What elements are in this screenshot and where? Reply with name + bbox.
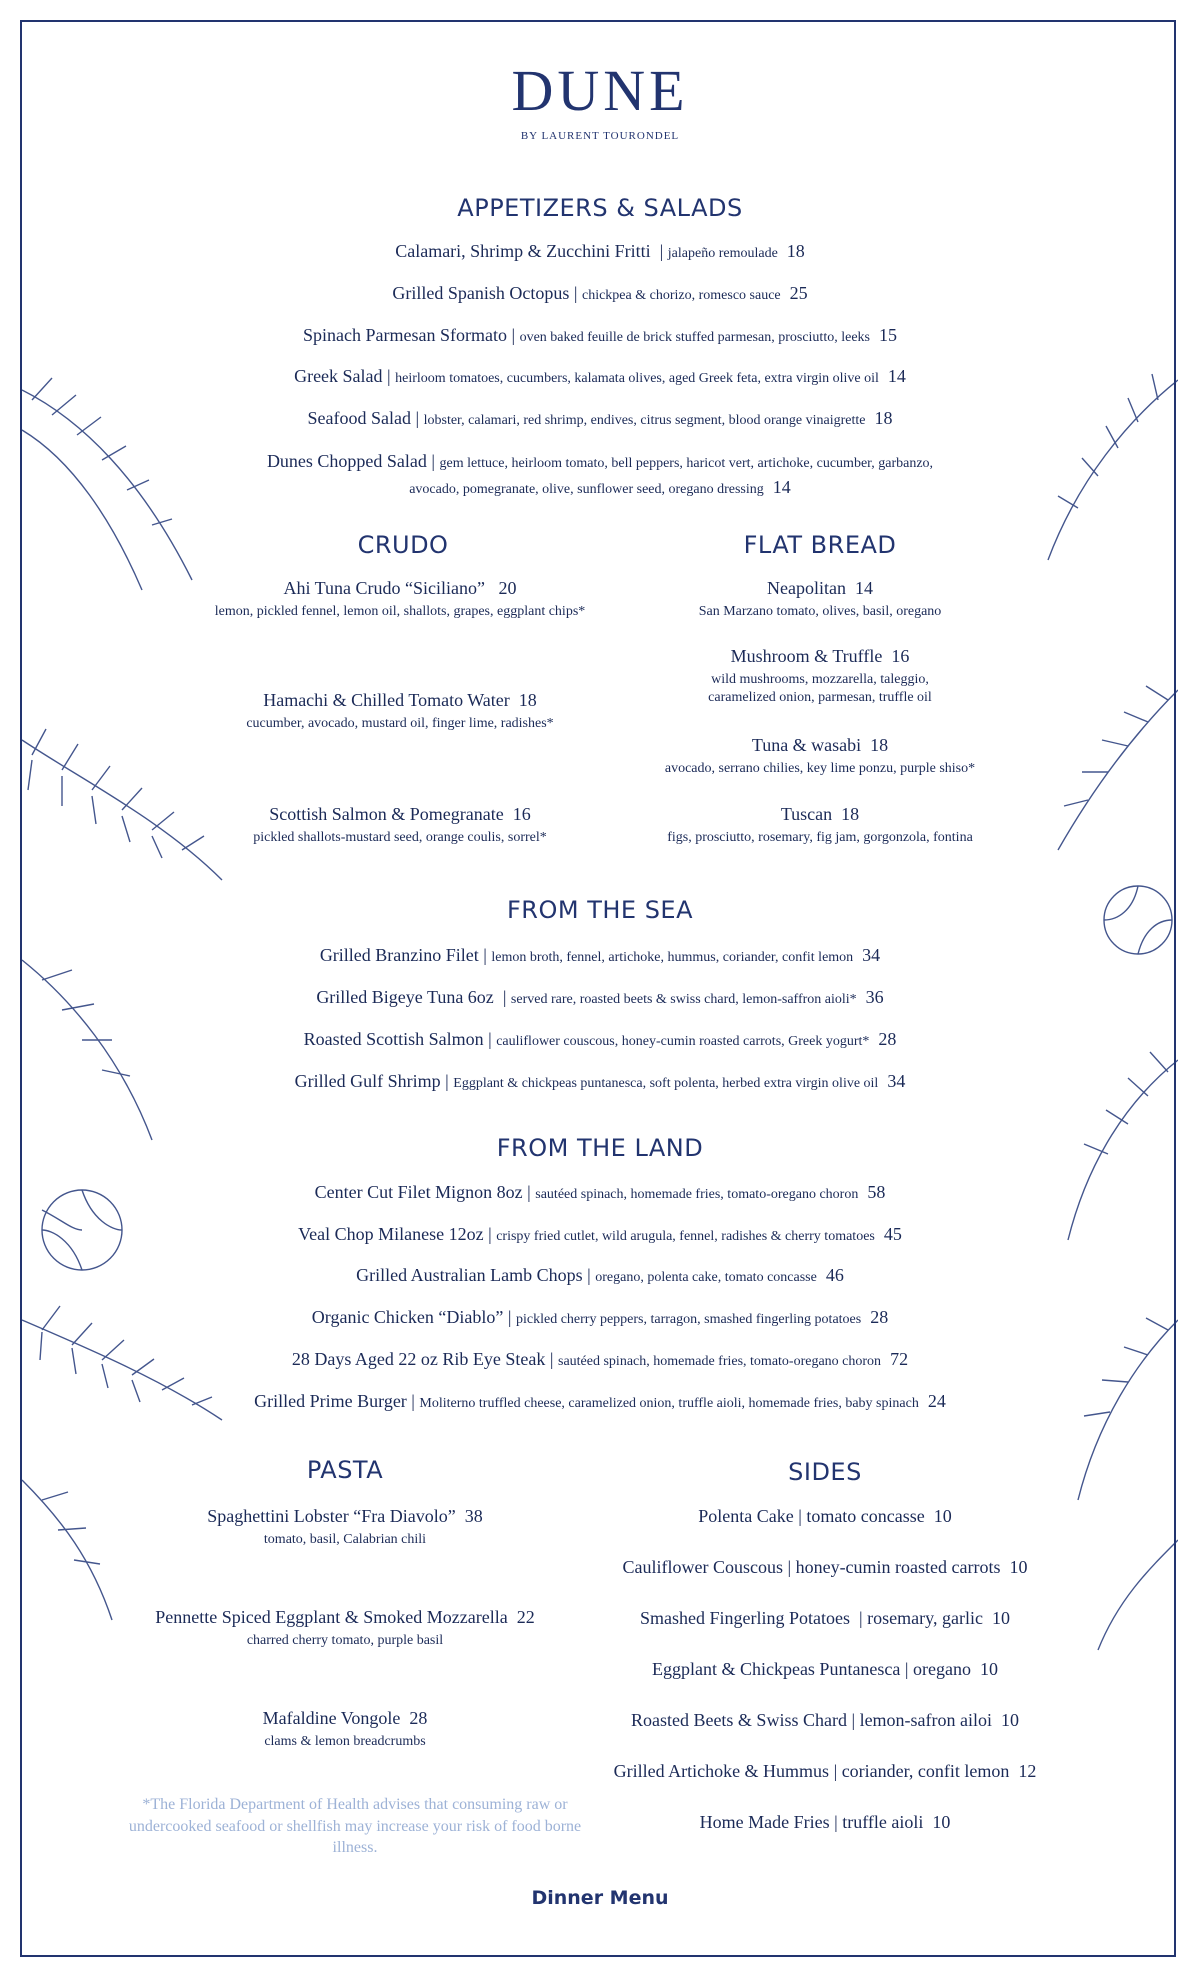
item-description: honey-cumin roasted carrots bbox=[795, 1557, 1001, 1577]
menu-footer-title: Dinner Menu bbox=[531, 1887, 669, 1909]
item-description: Moliterno truffled cheese, caramelized onion, truffle aioli, homemade fries, baby spinach bbox=[419, 1396, 919, 1411]
item-description: tomato, basil, Calabrian chili bbox=[263, 1532, 427, 1547]
item-price: 18 bbox=[786, 241, 805, 261]
crudo-item bbox=[170, 578, 630, 621]
pasta-title: PASTA bbox=[306, 1456, 384, 1484]
item-name: Eggplant & Chickpeas Puntanesca bbox=[651, 1659, 901, 1679]
flatbread-item bbox=[630, 804, 1010, 847]
flatbread-item bbox=[630, 646, 1010, 707]
crudo-item bbox=[170, 690, 630, 733]
item-price: 72 bbox=[890, 1349, 909, 1369]
item-name: Grilled Spanish Octopus bbox=[392, 283, 570, 303]
item-name: Neapolitan bbox=[767, 578, 846, 598]
item-name: Polenta Cake bbox=[698, 1506, 794, 1526]
item-name: Calamari, Shrimp & Zucchini Fritti bbox=[395, 241, 651, 261]
side-item: Grilled Artichoke & Hummus | coriander, confit lemon 12 bbox=[613, 1761, 1037, 1781]
appetizer-item: Spinach Parmesan Sformato | oven baked feuille de brick stuffed parmesan, prosciutto, leeks 15 bbox=[303, 325, 897, 345]
item-price: 22 bbox=[516, 1607, 535, 1627]
item-description: avocado, serrano chilies, key lime ponzu, purple shiso* bbox=[664, 761, 976, 776]
item-price: 38 bbox=[464, 1506, 483, 1526]
item-description: cauliflower couscous, honey-cumin roasted carrots, Greek yogurt* bbox=[496, 1034, 870, 1049]
item-price: 24 bbox=[927, 1391, 946, 1411]
item-description: coriander, confit lemon bbox=[841, 1761, 1010, 1781]
item-description: San Marzano tomato, olives, basil, oregano bbox=[698, 604, 942, 619]
item-description: pickled cherry peppers, tarragon, smashed fingerling potatoes bbox=[516, 1312, 862, 1327]
item-name: Grilled Gulf Shrimp bbox=[294, 1071, 441, 1091]
item-price: 10 bbox=[991, 1608, 1010, 1628]
item-name: Grilled Prime Burger bbox=[254, 1391, 407, 1411]
appetizer-item: Grilled Spanish Octopus | chickpea & chorizo, romesco sauce 25 bbox=[392, 283, 808, 303]
item-price: 16 bbox=[512, 804, 531, 824]
item-description: sautéed spinach, homemade fries, tomato-oregano choron bbox=[535, 1187, 859, 1202]
item-description: figs, prosciutto, rosemary, fig jam, gorgonzola, fontina bbox=[667, 830, 973, 845]
item-name: Mushroom & Truffle bbox=[730, 646, 883, 666]
item-name: Spaghettini Lobster “Fra Diavolo” bbox=[207, 1506, 456, 1526]
item-name: Veal Chop Milanese 12oz bbox=[298, 1224, 484, 1244]
appetizer-item: Calamari, Shrimp & Zucchini Fritti | jalapeño remoulade 18 bbox=[395, 241, 805, 261]
pasta-item bbox=[120, 1607, 570, 1650]
item-description: lemon broth, fennel, artichoke, hummus, coriander, confit lemon bbox=[491, 950, 854, 965]
item-price: 18 bbox=[874, 408, 893, 428]
item-description: Eggplant & chickpeas puntanesca, soft polenta, herbed extra virgin olive oil bbox=[453, 1076, 879, 1091]
item-name: Pennette Spiced Eggplant & Smoked Mozzarella bbox=[155, 1607, 508, 1627]
item-name: Seafood Salad bbox=[307, 408, 411, 428]
land-item: Grilled Australian Lamb Chops | oregano, polenta cake, tomato concasse 46 bbox=[356, 1265, 844, 1285]
item-price: 10 bbox=[980, 1659, 999, 1679]
item-name: Grilled Bigeye Tuna 6oz bbox=[316, 987, 494, 1007]
brand-name: DUNE bbox=[511, 58, 689, 123]
item-description: tomato concasse bbox=[806, 1506, 925, 1526]
item-description: charred cherry tomato, purple basil bbox=[246, 1633, 444, 1648]
item-description: gem lettuce, heirloom tomato, bell peppers, haricot vert, artichoke, cucumber, garbanzo, bbox=[439, 456, 934, 471]
item-price: 36 bbox=[865, 987, 884, 1007]
sea-item: Grilled Bigeye Tuna 6oz | served rare, roasted beets & swiss chard, lemon-saffron aioli* 36 bbox=[316, 987, 884, 1007]
item-price: 28 bbox=[878, 1029, 897, 1049]
item-name: Mafaldine Vongole bbox=[262, 1708, 401, 1728]
appetizer-item: Greek Salad | heirloom tomatoes, cucumbers, kalamata olives, aged Greek feta, extra virgin olive oil 14 bbox=[294, 366, 906, 386]
item-price: 18 bbox=[518, 690, 537, 710]
flatbread-item bbox=[630, 578, 1010, 621]
item-description-line-2: caramelized onion, parmesan, truffle oil bbox=[708, 690, 932, 706]
item-name: Ahi Tuna Crudo “Siciliano” bbox=[283, 578, 485, 598]
item-description: chickpea & chorizo, romesco sauce bbox=[581, 288, 781, 303]
sides-title: SIDES bbox=[788, 1458, 862, 1486]
appetizer-item: Seafood Salad | lobster, calamari, red shrimp, endives, citrus segment, blood orange vinaigrette 18 bbox=[307, 408, 893, 428]
item-description: rosemary, garlic bbox=[867, 1608, 983, 1628]
item-price: 16 bbox=[891, 646, 910, 666]
item-name: Tuna & wasabi bbox=[751, 735, 862, 755]
land-item: Center Cut Filet Mignon 8oz | sautéed spinach, homemade fries, tomato-oregano choron 58 bbox=[314, 1182, 886, 1202]
land-item: Organic Chicken “Diablo” | pickled cherry peppers, tarragon, smashed fingerling potatoes 28 bbox=[311, 1307, 889, 1327]
side-item: Polenta Cake | tomato concasse 10 bbox=[698, 1506, 952, 1526]
item-price: 14 bbox=[887, 366, 906, 386]
item-name: Center Cut Filet Mignon 8oz bbox=[314, 1182, 523, 1202]
land-item: 28 Days Aged 22 oz Rib Eye Steak | sautéed spinach, homemade fries, tomato-oregano choron 72 bbox=[291, 1349, 909, 1369]
restaurant-logo bbox=[0, 58, 1200, 142]
item-name: Cauliflower Couscous bbox=[622, 1557, 783, 1577]
side-item: Cauliflower Couscous | honey-cumin roasted carrots 10 bbox=[622, 1557, 1028, 1577]
item-price: 18 bbox=[870, 735, 889, 755]
health-notice: *The Florida Department of Health advises that consuming raw or undercooked seafood or shellfish may increase your risk of food borne illness. bbox=[128, 1796, 582, 1857]
item-price: 10 bbox=[933, 1506, 952, 1526]
item-description: lemon-safron ailoi bbox=[859, 1710, 993, 1730]
item-name: Roasted Beets & Swiss Chard bbox=[630, 1710, 847, 1730]
flatbread-title: FLAT BREAD bbox=[743, 531, 897, 559]
sea-item: Grilled Gulf Shrimp | Eggplant & chickpeas puntanesca, soft polenta, herbed extra virgin olive oil 34 bbox=[294, 1071, 906, 1091]
item-price: 18 bbox=[841, 804, 860, 824]
appetizers-title: APPETIZERS & SALADS bbox=[457, 194, 743, 222]
brand-subtitle: BY LAURENT TOURONDEL bbox=[520, 130, 680, 142]
item-price: 10 bbox=[1001, 1710, 1020, 1730]
item-description: clams & lemon breadcrumbs bbox=[264, 1734, 426, 1749]
item-price: 15 bbox=[878, 325, 897, 345]
item-name: Hamachi & Chilled Tomato Water bbox=[263, 690, 510, 710]
sea-item: Grilled Branzino Filet | lemon broth, fennel, artichoke, hummus, coriander, confit lemon 34 bbox=[319, 945, 881, 965]
item-description: pickled shallots-mustard seed, orange coulis, sorrel* bbox=[253, 830, 547, 845]
side-item: Roasted Beets & Swiss Chard | lemon-safron ailoi 10 bbox=[630, 1710, 1020, 1730]
item-price: 45 bbox=[883, 1224, 902, 1244]
item-price: 14 bbox=[772, 477, 791, 497]
crudo-title: CRUDO bbox=[357, 531, 449, 559]
item-name: Grilled Artichoke & Hummus bbox=[613, 1761, 830, 1781]
item-description: served rare, roasted beets & swiss chard, lemon-saffron aioli* bbox=[510, 992, 857, 1007]
item-price: 20 bbox=[498, 578, 517, 598]
sea-item: Roasted Scottish Salmon | cauliflower couscous, honey-cumin roasted carrots, Greek yogurt* 28 bbox=[303, 1029, 897, 1049]
item-name: Tuscan bbox=[780, 804, 833, 824]
item-description: heirloom tomatoes, cucumbers, kalamata olives, aged Greek feta, extra virgin olive oil bbox=[395, 371, 879, 386]
item-name: Scottish Salmon & Pomegranate bbox=[269, 804, 504, 824]
item-price: 28 bbox=[409, 1708, 428, 1728]
item-description: sautéed spinach, homemade fries, tomato-oregano choron bbox=[558, 1354, 882, 1369]
side-item: Home Made Fries | truffle aioli 10 bbox=[699, 1812, 951, 1832]
item-name: Smashed Fingerling Potatoes bbox=[640, 1608, 851, 1628]
right-foliage-illustration bbox=[1038, 360, 1178, 1660]
pasta-item bbox=[120, 1708, 570, 1751]
item-description: oven baked feuille de brick stuffed parmesan, prosciutto, leeks bbox=[519, 330, 870, 345]
appetizer-item-continued bbox=[170, 477, 1030, 498]
item-name: Roasted Scottish Salmon bbox=[303, 1029, 484, 1049]
item-price: 28 bbox=[870, 1307, 889, 1327]
flatbread-item bbox=[630, 735, 1010, 778]
item-name: Greek Salad bbox=[294, 366, 383, 386]
item-description: crispy fried cutlet, wild arugula, fennel, radishes & cherry tomatoes bbox=[496, 1229, 875, 1244]
land-item: Grilled Prime Burger | Moliterno truffled cheese, caramelized onion, truffle aioli, homemade fries, baby spinach 24 bbox=[254, 1391, 946, 1411]
land-item: Veal Chop Milanese 12oz | crispy fried cutlet, wild arugula, fennel, radishes & cherry tomatoes 45 bbox=[298, 1224, 902, 1244]
item-description: jalapeño remoulade bbox=[667, 246, 778, 261]
item-price: 46 bbox=[825, 1265, 844, 1285]
item-name: Grilled Australian Lamb Chops bbox=[356, 1265, 583, 1285]
item-price: 12 bbox=[1018, 1761, 1037, 1781]
item-name: Organic Chicken “Diablo” bbox=[311, 1307, 504, 1327]
item-description: lobster, calamari, red shrimp, endives, citrus segment, blood orange vinaigrette bbox=[423, 413, 866, 428]
side-item: Smashed Fingerling Potatoes | rosemary, garlic 10 bbox=[640, 1608, 1010, 1628]
side-item: Eggplant & Chickpeas Puntanesca | oregano 10 bbox=[651, 1659, 999, 1679]
item-description: avocado, pomegranate, olive, sunflower seed, oregano dressing bbox=[409, 482, 764, 497]
item-name: 28 Days Aged 22 oz Rib Eye Steak bbox=[291, 1349, 546, 1369]
item-price: 25 bbox=[789, 283, 808, 303]
item-description: cucumber, avocado, mustard oil, finger lime, radishes* bbox=[246, 716, 554, 731]
item-description: lemon, pickled fennel, lemon oil, shallots, grapes, eggplant chips* bbox=[214, 604, 586, 619]
item-description: wild mushrooms, mozzarella, taleggio, bbox=[711, 672, 929, 687]
item-description: oregano, polenta cake, tomato concasse bbox=[595, 1270, 817, 1285]
item-name: Home Made Fries bbox=[699, 1812, 830, 1832]
item-description: oregano bbox=[913, 1659, 972, 1679]
item-price: 10 bbox=[932, 1812, 951, 1832]
land-title: FROM THE LAND bbox=[496, 1134, 704, 1162]
pasta-item bbox=[120, 1506, 570, 1549]
item-price: 34 bbox=[887, 1071, 906, 1091]
item-name: Dunes Chopped Salad bbox=[266, 451, 427, 471]
crudo-item bbox=[170, 804, 630, 847]
item-name: Grilled Branzino Filet bbox=[319, 945, 479, 965]
item-price: 34 bbox=[862, 945, 881, 965]
appetizer-item: Dunes Chopped Salad | gem lettuce, heirloom tomato, bell peppers, haricot vert, artichoke, cucumber, garbanzo, bbox=[266, 451, 934, 471]
item-description: truffle aioli bbox=[842, 1812, 924, 1832]
item-name: Spinach Parmesan Sformato bbox=[303, 325, 507, 345]
sea-title: FROM THE SEA bbox=[506, 896, 694, 924]
item-price: 14 bbox=[854, 578, 873, 598]
item-price: 58 bbox=[867, 1182, 886, 1202]
item-price: 10 bbox=[1009, 1557, 1028, 1577]
